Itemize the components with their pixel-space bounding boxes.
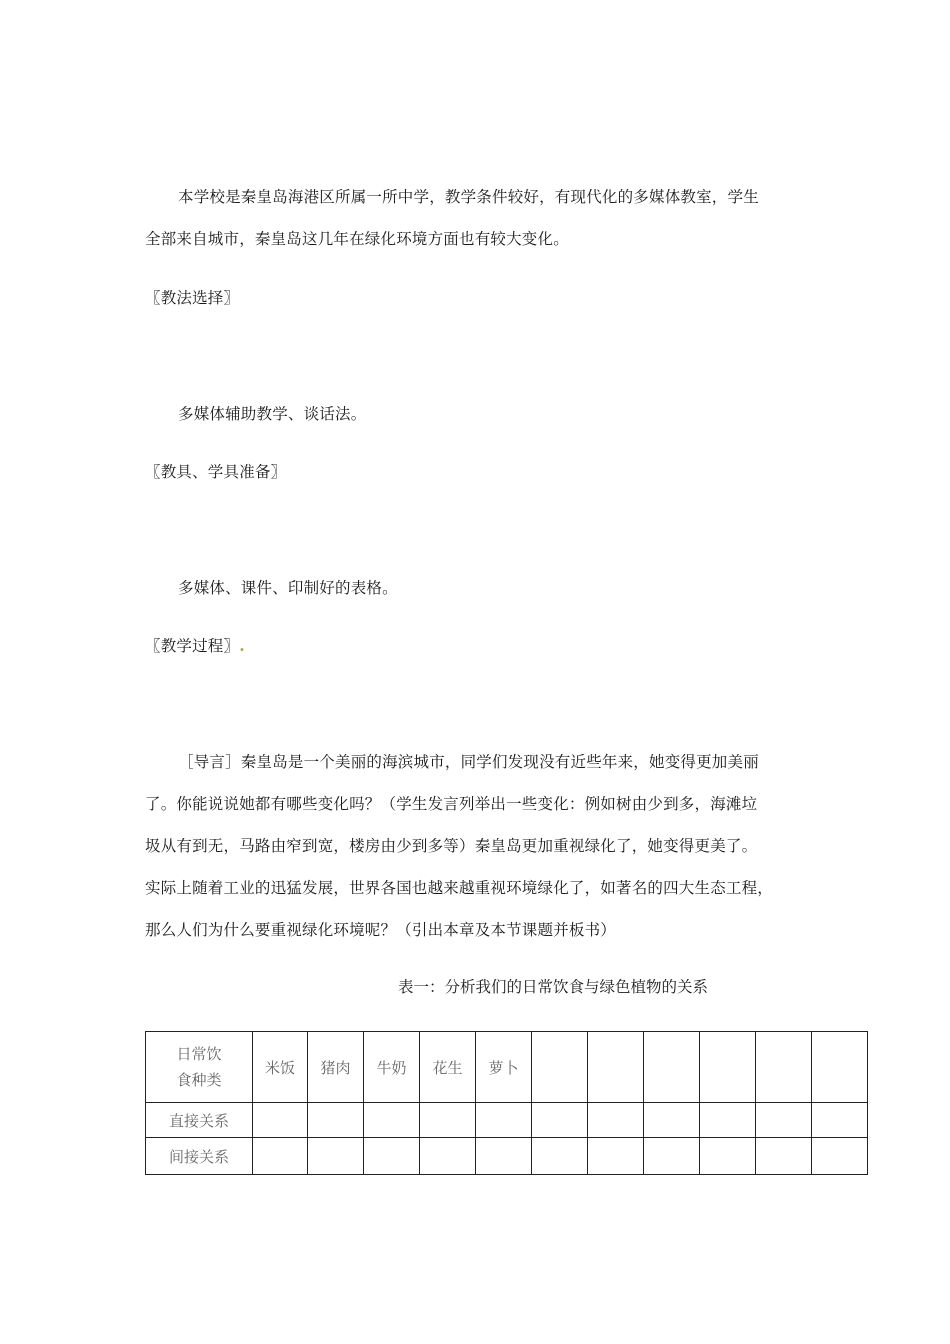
table-cell bbox=[812, 1138, 868, 1175]
intro-line-2: 全部来自城市，秦皇岛这几年在绿化环境方面也有较大变化。 bbox=[145, 230, 569, 248]
table-cell bbox=[308, 1138, 364, 1175]
food-cell bbox=[532, 1032, 588, 1103]
food-cell bbox=[644, 1032, 700, 1103]
table-cell bbox=[476, 1103, 532, 1138]
tools-heading: 〖教具、学具准备〗 bbox=[145, 463, 287, 481]
table-cell bbox=[812, 1103, 868, 1138]
table-cell bbox=[253, 1138, 308, 1175]
table-cell bbox=[420, 1103, 476, 1138]
lead-line-1: ［导言］秦皇岛是一个美丽的海滨城市，同学们发现没有近些年来，她变得更加美丽 bbox=[178, 753, 759, 771]
lead-line-3: 圾从有到无，马路由窄到宽，楼房由少到多等）秦皇岛更加重视绿化了，她变得更美了。 bbox=[145, 837, 758, 855]
table-cell bbox=[644, 1138, 700, 1175]
table-cell bbox=[588, 1138, 644, 1175]
table-row-indirect bbox=[146, 1138, 868, 1175]
food-cell bbox=[588, 1032, 644, 1103]
lead-line-5: 那么人们为什么要重视绿化环境呢？（引出本章及本节课题并板书） bbox=[145, 921, 617, 939]
process-heading-dot: . bbox=[239, 636, 245, 655]
row-label-indirect: 间接关系 bbox=[146, 1138, 253, 1175]
food-cell: 花生 bbox=[420, 1032, 476, 1103]
row-label-direct: 直接关系 bbox=[146, 1103, 253, 1138]
table-cell bbox=[364, 1103, 420, 1138]
header-label-line-2: 食种类 bbox=[176, 1071, 222, 1089]
table-cell bbox=[364, 1138, 420, 1175]
table-cell bbox=[308, 1103, 364, 1138]
food-cell bbox=[812, 1032, 868, 1103]
food-cell bbox=[700, 1032, 756, 1103]
table-caption: 表一：分析我们的日常饮食与绿色植物的关系 bbox=[398, 978, 709, 996]
lead-line-4: 实际上随着工业的迅猛发展，世界各国也越来越重视环境绿化了，如著名的四大生态工程， bbox=[145, 879, 774, 897]
table-cell bbox=[644, 1103, 700, 1138]
intro-line-1: 本学校是秦皇岛海港区所属一所中学，教学条件较好，有现代化的多媒体教室，学生 bbox=[178, 188, 759, 206]
method-heading: 〖教法选择〗 bbox=[145, 289, 240, 307]
table-cell bbox=[420, 1138, 476, 1175]
food-cell: 萝卜 bbox=[476, 1032, 532, 1103]
table-cell bbox=[588, 1103, 644, 1138]
table-header-row bbox=[146, 1032, 868, 1103]
food-cell bbox=[756, 1032, 812, 1103]
lead-line-2: 了。你能说说她都有哪些变化吗？（学生发言列举出一些变化：例如树由少到多，海滩垃 bbox=[145, 795, 758, 813]
food-cell: 牛奶 bbox=[364, 1032, 420, 1103]
table-cell bbox=[756, 1138, 812, 1175]
header-label-cell bbox=[146, 1032, 253, 1103]
food-cell: 米饭 bbox=[253, 1032, 308, 1103]
table-cell bbox=[700, 1103, 756, 1138]
diet-relation-table bbox=[145, 1031, 868, 1175]
method-text: 多媒体辅助教学、谈话法。 bbox=[178, 405, 367, 423]
process-heading bbox=[145, 634, 245, 656]
table-cell bbox=[532, 1138, 588, 1175]
food-cell: 猪肉 bbox=[308, 1032, 364, 1103]
table-cell bbox=[700, 1138, 756, 1175]
tools-text: 多媒体、课件、印制好的表格。 bbox=[178, 579, 398, 597]
table-row-direct bbox=[146, 1103, 868, 1138]
table-cell bbox=[476, 1138, 532, 1175]
header-label-line-1: 日常饮 bbox=[176, 1045, 222, 1063]
table-cell bbox=[532, 1103, 588, 1138]
table-cell bbox=[756, 1103, 812, 1138]
process-heading-text: 〖教学过程〗 bbox=[145, 637, 240, 655]
table-cell bbox=[253, 1103, 308, 1138]
